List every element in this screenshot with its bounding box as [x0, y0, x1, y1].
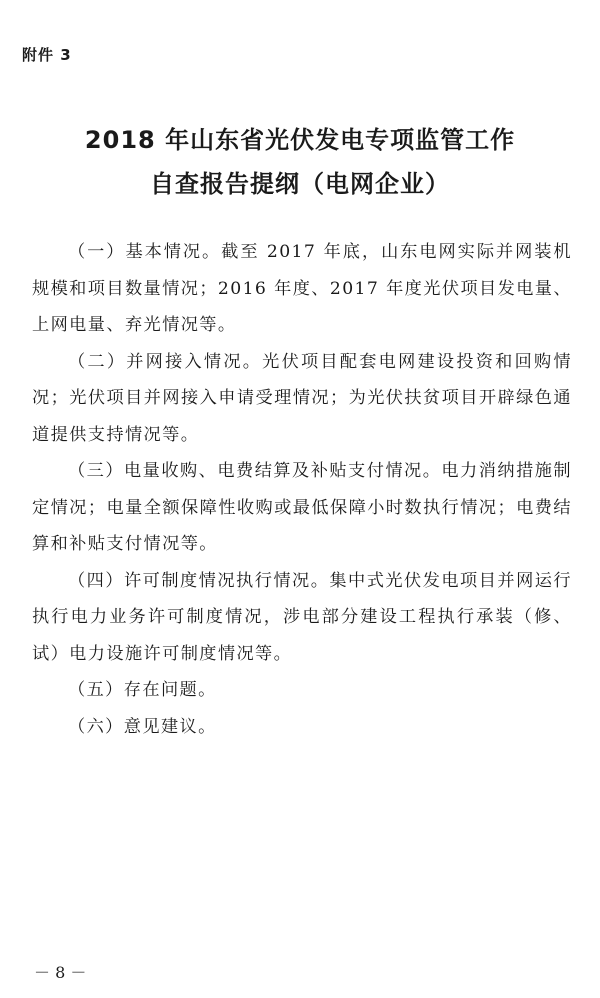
title-line-2: 自查报告提纲（电网企业）: [150, 170, 450, 198]
section-4-paragraph: （四）许可制度情况执行情况。集中式光伏发电项目并网运行执行电力业务许可制度情况，涉电部分建设工程执行承装（修、试）电力设施许可制度情况等。: [32, 570, 572, 664]
attachment-label: 附件 3: [22, 46, 72, 64]
document-title: [0, 118, 600, 206]
document-body: [32, 234, 572, 745]
section-1-paragraph: （一）基本情况。截至 2017 年底，山东电网实际并网装机规模和项目数量情况；2016 年度、2017 年度光伏项目发电量、上网电量、弃光情况等。: [32, 242, 572, 335]
section-5-paragraph: （五）存在问题。: [68, 680, 217, 700]
section-3-paragraph: （三）电量收购、电费结算及补贴支付情况。电力消纳措施制定情况；电量全额保障性收购或最低保障小时数执行情况；电费结算和补贴支付情况等。: [32, 461, 572, 554]
title-line-1: 2018 年山东省光伏发电专项监管工作: [84, 126, 516, 154]
section-2-paragraph: （二）并网接入情况。光伏项目配套电网建设投资和回购情况；光伏项目并网接入申请受理情况；为光伏扶贫项目开辟绿色通道提供支持情况等。: [32, 351, 572, 445]
section-6-paragraph: （六）意见建议。: [68, 716, 217, 737]
page-number: － 8 －: [34, 963, 87, 982]
